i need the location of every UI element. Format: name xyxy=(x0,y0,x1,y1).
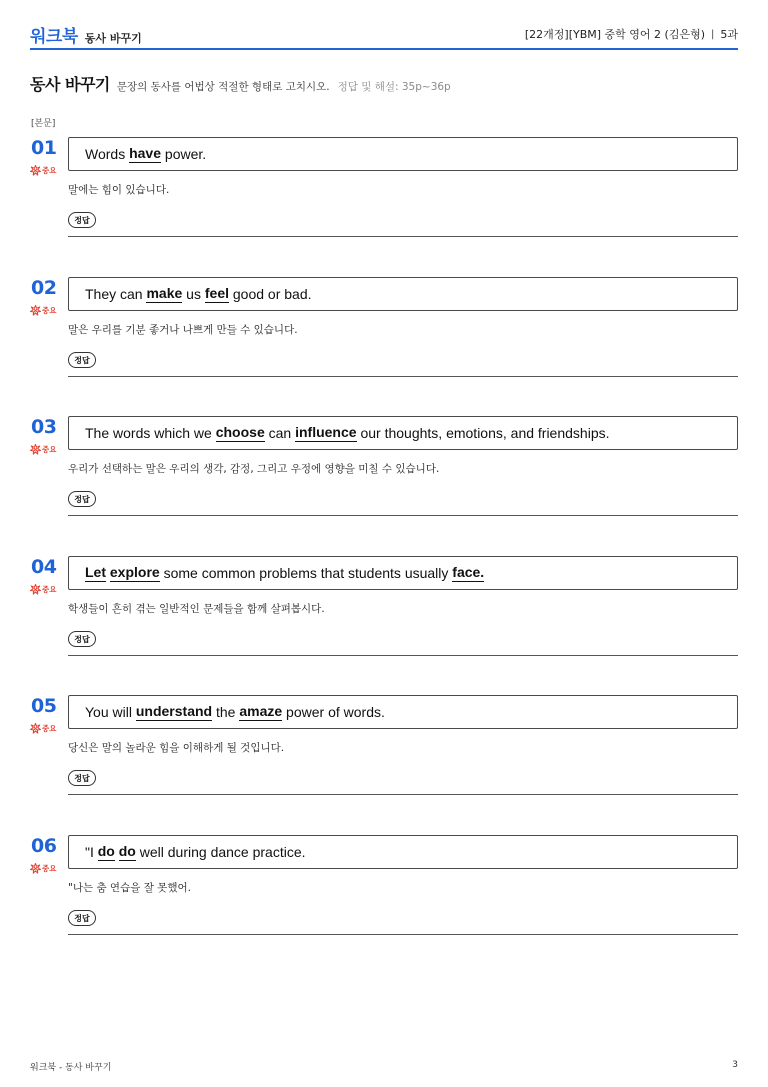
sentence-text: "I xyxy=(85,844,98,860)
importance-badge xyxy=(30,863,57,874)
translation-text: 우리가 선택하는 말은 우리의 생각, 감정, 그리고 우정에 영향을 미칠 수 있습니다. xyxy=(68,463,440,475)
verb-target: do xyxy=(97,843,115,859)
question-number: 05 xyxy=(31,695,57,717)
sentence-text: the xyxy=(212,704,240,720)
question-item xyxy=(30,137,738,238)
verb-target: face. xyxy=(452,564,485,580)
answer-button[interactable]: 정답 xyxy=(68,770,96,786)
page-header xyxy=(30,20,738,50)
answer-line[interactable] xyxy=(68,376,738,377)
badge-label: 중요 xyxy=(42,306,57,315)
question-number: 03 xyxy=(31,416,57,438)
verb-target: do xyxy=(118,843,136,859)
sentence-text: us xyxy=(182,286,205,302)
footer-title: 워크북 - 동사 바꾸기 xyxy=(30,1063,112,1073)
importance-badge xyxy=(30,165,57,176)
sentence-text: You will xyxy=(85,704,136,720)
page-number: 3 xyxy=(732,1060,738,1070)
question-item xyxy=(30,835,738,936)
question-number: 04 xyxy=(31,556,57,578)
page-footer xyxy=(30,1060,738,1073)
translation-text: 당신은 말의 놀라운 힘을 이해하게 될 것입니다. xyxy=(68,742,285,754)
answer-line[interactable] xyxy=(68,515,738,516)
sentence-text: Words xyxy=(85,146,130,162)
answer-button[interactable]: 정답 xyxy=(68,491,96,507)
answer-reference: 정답 및 해설: 35p~36p xyxy=(337,81,451,93)
question-number: 06 xyxy=(31,835,57,857)
header-separator: | xyxy=(711,28,715,40)
header-info xyxy=(525,26,738,42)
importance-badge xyxy=(30,444,57,455)
answer-line[interactable] xyxy=(68,655,738,656)
sentence-text: well during dance practice. xyxy=(135,844,306,860)
sentence-text: some common problems that students usually xyxy=(159,565,453,581)
question-item xyxy=(30,695,738,796)
burst-icon xyxy=(30,723,41,734)
importance-badge xyxy=(30,584,57,595)
verb-target: Let xyxy=(85,564,106,580)
answer-line[interactable] xyxy=(68,794,738,795)
badge-label: 중요 xyxy=(42,585,57,594)
sentence-text: power of words. xyxy=(282,704,385,720)
sentence-box xyxy=(68,556,738,590)
brand xyxy=(30,22,142,47)
question-number: 01 xyxy=(31,137,57,159)
badge-label: 중요 xyxy=(42,166,57,175)
sentence-box xyxy=(68,835,738,869)
importance-badge xyxy=(30,305,57,316)
translation-text: 말은 우리를 기분 좋거나 나쁘게 만들 수 있습니다. xyxy=(68,324,298,336)
verb-target: understand xyxy=(135,703,213,719)
verb-target: feel xyxy=(204,285,229,301)
sentence-box xyxy=(68,695,738,729)
question-item xyxy=(30,556,738,657)
sentence-box xyxy=(68,277,738,311)
burst-icon xyxy=(30,584,41,595)
sentence-box xyxy=(68,137,738,171)
sentence-text: They can xyxy=(85,286,147,302)
translation-text: 말에는 힘이 있습니다. xyxy=(68,184,170,196)
lesson-label: 5과 xyxy=(720,28,738,41)
burst-icon xyxy=(30,444,41,455)
question-number: 02 xyxy=(31,277,57,299)
answer-line[interactable] xyxy=(68,934,738,935)
question-item xyxy=(30,416,738,517)
sentence-box xyxy=(68,416,738,450)
importance-badge xyxy=(30,723,57,734)
verb-target: amaze xyxy=(239,703,283,719)
verb-target: influence xyxy=(295,424,357,440)
badge-label: 중요 xyxy=(42,864,57,873)
answer-button[interactable]: 정답 xyxy=(68,352,96,368)
page-title: 동사 바꾸기 xyxy=(30,75,110,94)
verb-target: choose xyxy=(215,424,265,440)
badge-label: 중요 xyxy=(42,724,57,733)
answer-button[interactable]: 정답 xyxy=(68,212,96,228)
brand-name: 워크북 xyxy=(30,26,78,47)
answer-button[interactable]: 정답 xyxy=(68,910,96,926)
section-label: [본문] xyxy=(31,119,56,129)
sentence-text: can xyxy=(264,425,296,441)
answer-line[interactable] xyxy=(68,236,738,237)
verb-target: have xyxy=(129,145,162,161)
verb-target: make xyxy=(146,285,183,301)
header-subtitle: 동사 바꾸기 xyxy=(84,31,142,45)
translation-text: 학생들이 흔히 겪는 일반적인 문제들을 함께 살펴봅시다. xyxy=(68,603,325,615)
burst-icon xyxy=(30,165,41,176)
book-title: [22개정][YBM] 중학 영어 2 (김은형) xyxy=(524,28,705,41)
verb-target: explore xyxy=(109,564,160,580)
sentence-text: our thoughts, emotions, and friendships. xyxy=(356,425,610,441)
badge-label: 중요 xyxy=(42,445,57,454)
sentence-text: The words which we xyxy=(85,425,216,441)
answer-button[interactable]: 정답 xyxy=(68,631,96,647)
instruction-text: 문장의 동사를 어법상 적절한 형태로 고치시오. xyxy=(116,81,330,93)
sentence-text: good or bad. xyxy=(229,286,312,302)
title-row xyxy=(30,72,451,95)
burst-icon xyxy=(30,305,41,316)
sentence-text: power. xyxy=(161,146,207,162)
burst-icon xyxy=(30,863,41,874)
question-item xyxy=(30,277,738,378)
translation-text: "나는 춤 연습을 잘 못했어. xyxy=(68,882,191,894)
